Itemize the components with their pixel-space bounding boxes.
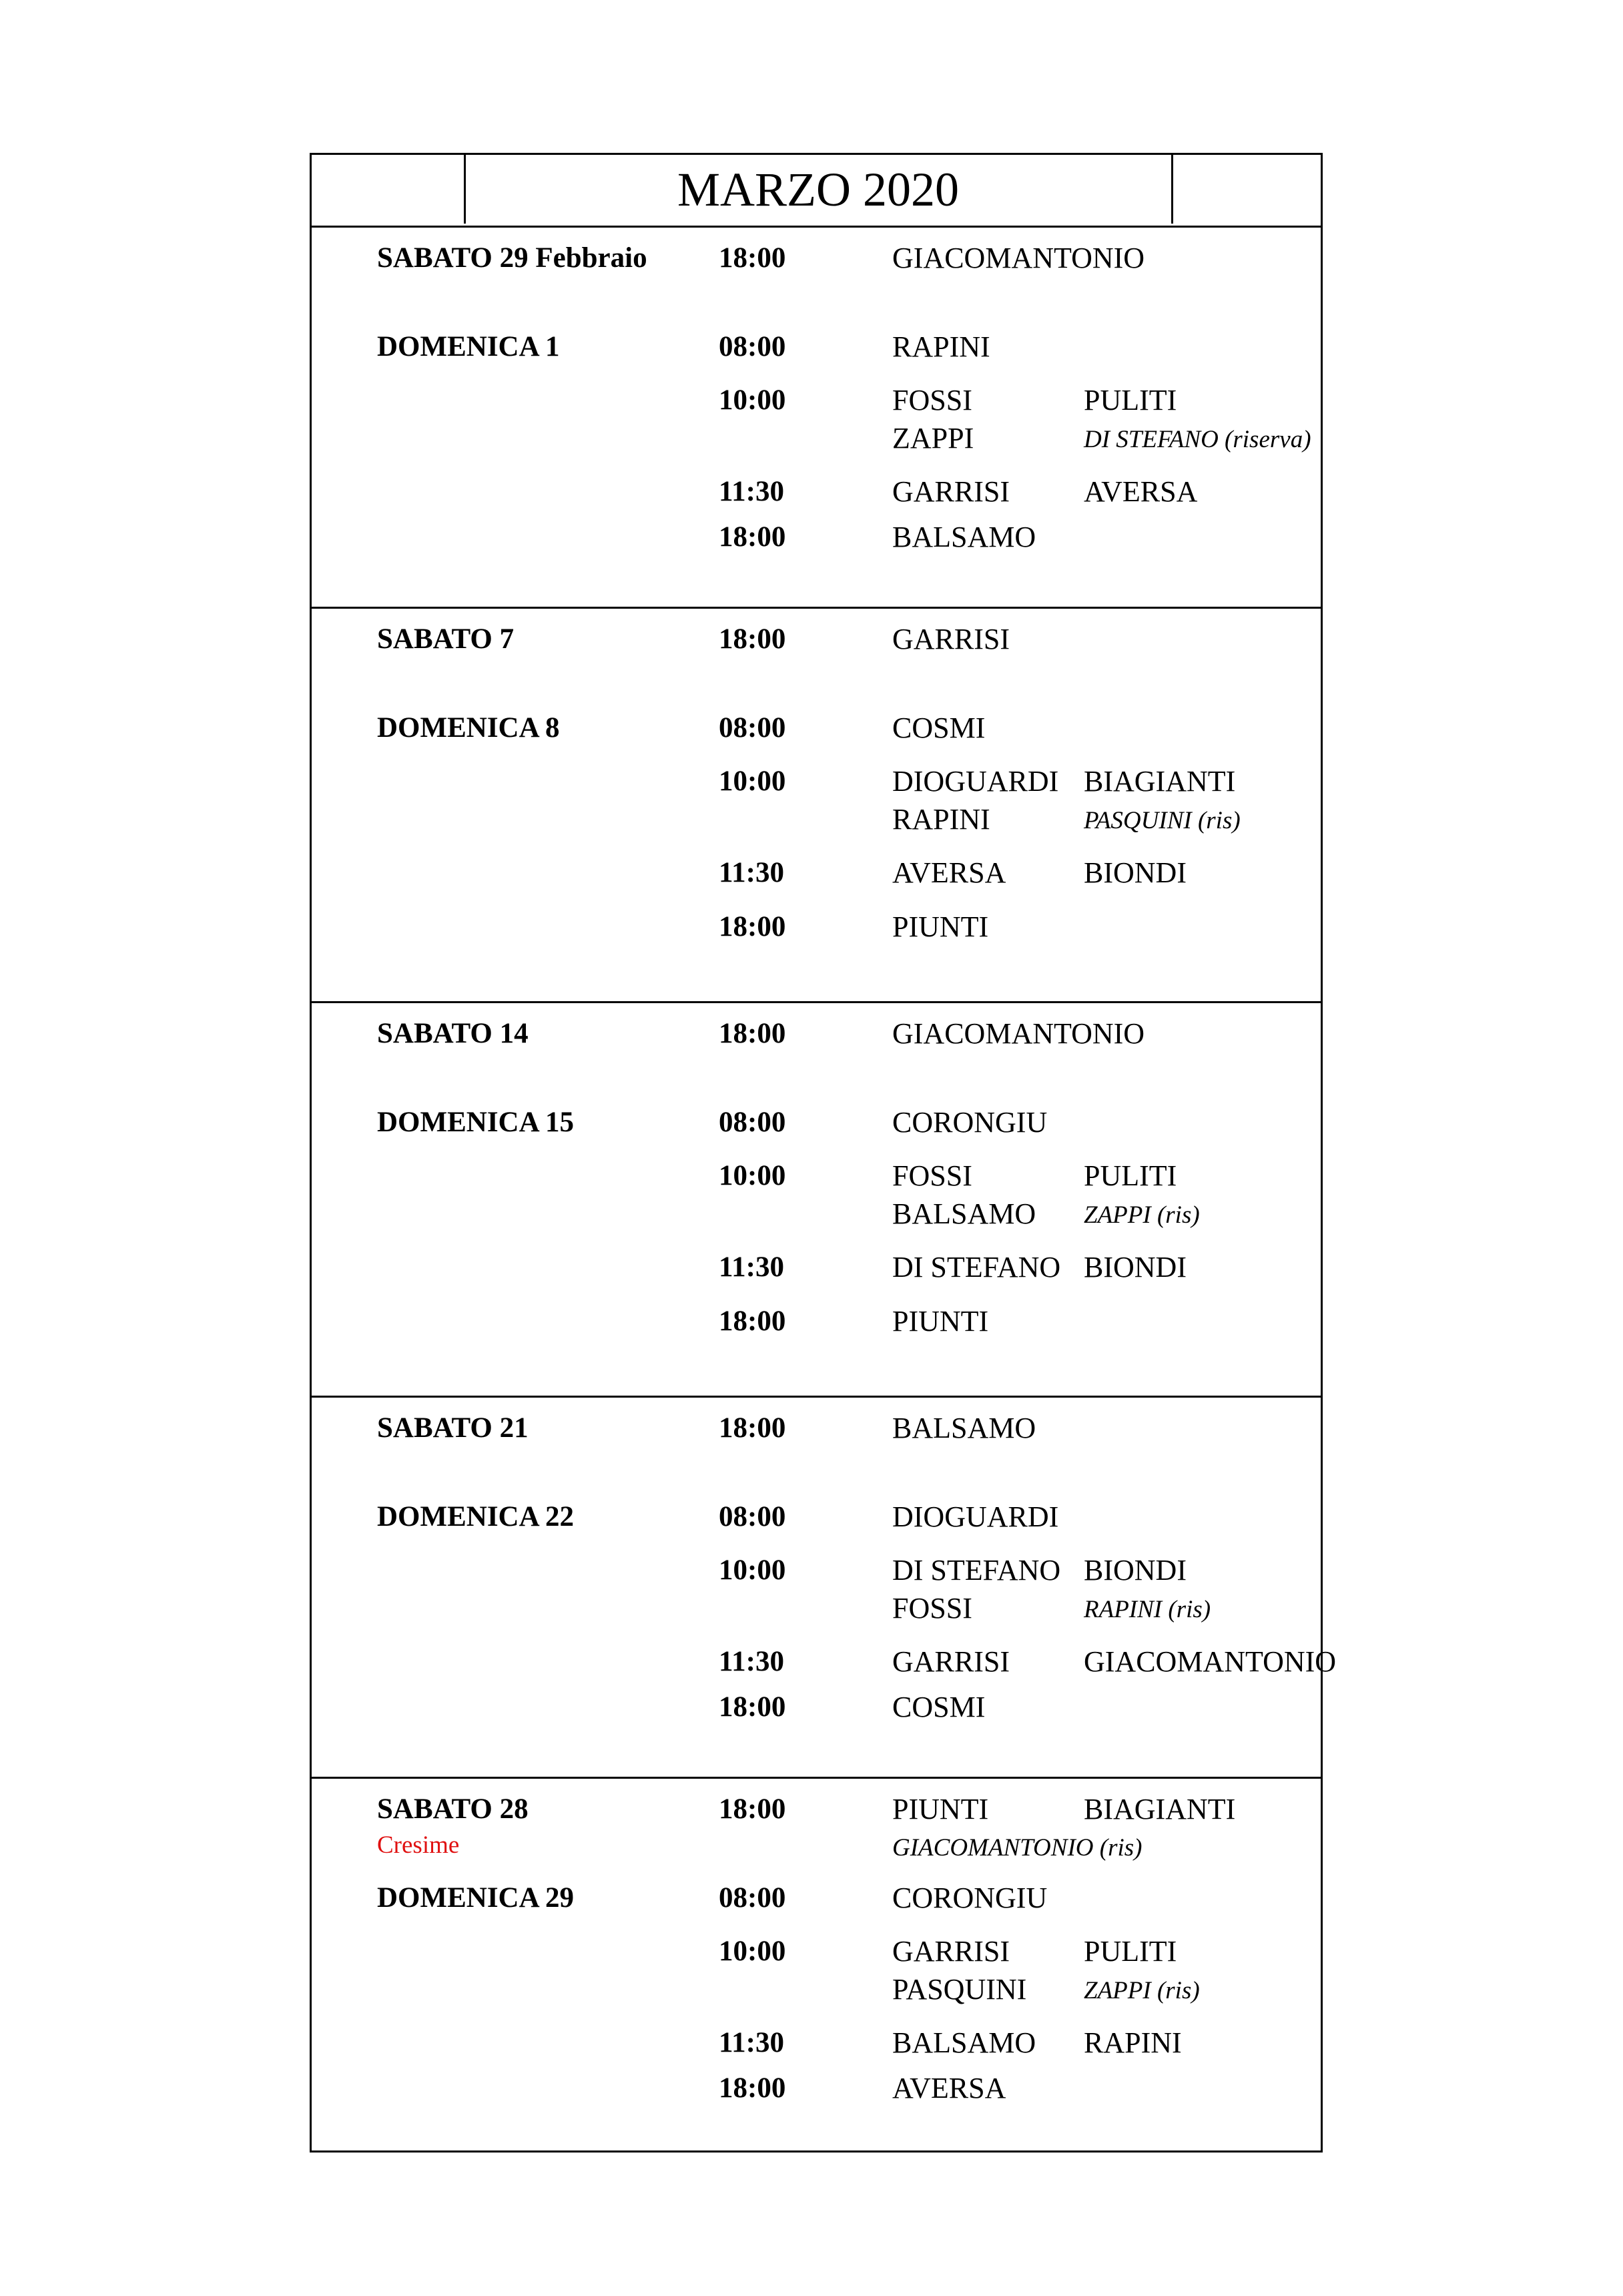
- name: GARRISI: [892, 1935, 1010, 1968]
- name: PASQUINI: [892, 1973, 1027, 2006]
- name: DIOGUARDI: [892, 765, 1059, 798]
- name: GARRISI: [892, 623, 1010, 655]
- name: AVERSA: [892, 2072, 1006, 2104]
- time: 18:00: [719, 1018, 786, 1049]
- reserve-name: RAPINI (ris): [1084, 1596, 1211, 1623]
- name: DI STEFANO: [892, 1251, 1061, 1283]
- name: PIUNTI: [892, 910, 989, 943]
- name: RAPINI: [1084, 2026, 1182, 2059]
- name: BIONDI: [1084, 1554, 1187, 1587]
- time: 11:30: [719, 857, 784, 888]
- name: BALSAMO: [892, 1412, 1036, 1444]
- saturday-label: SABATO 7: [377, 623, 515, 655]
- name: AVERSA: [892, 856, 1006, 889]
- name: PULITI: [1084, 1159, 1177, 1192]
- time: 11:30: [719, 476, 784, 507]
- time: 11:30: [719, 1646, 784, 1677]
- sunday-label: DOMENICA 22: [377, 1501, 575, 1532]
- name: BIAGIANTI: [1084, 765, 1236, 798]
- name: GIACOMANTONIO: [892, 242, 1145, 274]
- time: 18:00: [719, 242, 786, 274]
- time: 08:00: [719, 331, 786, 362]
- name: BIONDI: [1084, 856, 1187, 889]
- name: COSMI: [892, 711, 986, 744]
- name: DI STEFANO: [892, 1554, 1061, 1587]
- time: 11:30: [719, 1251, 784, 1283]
- name: RAPINI: [892, 803, 990, 836]
- time: 18:00: [719, 1412, 786, 1444]
- sunday-label: DOMENICA 29: [377, 1882, 575, 1914]
- name: RAPINI: [892, 330, 990, 363]
- reserve-name: ZAPPI (ris): [1084, 1201, 1200, 1229]
- page-title: MARZO 2020: [677, 163, 959, 216]
- name: GIACOMANTONIO: [1084, 1645, 1337, 1678]
- time: 10:00: [719, 1160, 786, 1191]
- table-header: [312, 155, 1321, 228]
- week-block-1: [312, 226, 1321, 609]
- time: 18:00: [719, 1691, 786, 1723]
- saturday-label: SABATO 21: [377, 1412, 529, 1444]
- name: DIOGUARDI: [892, 1500, 1059, 1533]
- time: 10:00: [719, 1554, 786, 1586]
- name: FOSSI: [892, 384, 972, 416]
- schedule-table: [310, 153, 1337, 2152]
- name: CORONGIU: [892, 1106, 1048, 1139]
- week-block-3: [312, 1001, 1321, 1398]
- name: FOSSI: [892, 1159, 972, 1192]
- name: BIONDI: [1084, 1251, 1187, 1283]
- reserve-name: PASQUINI (ris): [1084, 807, 1241, 834]
- time: 18:00: [719, 911, 786, 942]
- sunday-label: DOMENICA 1: [377, 331, 560, 362]
- time: 11:30: [719, 2027, 784, 2058]
- name: BIAGIANTI: [1084, 1793, 1236, 1825]
- week-block-4: [312, 1396, 1337, 1779]
- reserve-name: ZAPPI (ris): [1084, 1977, 1200, 2004]
- sunday-label: DOMENICA 8: [377, 712, 560, 744]
- name: BALSAMO: [892, 1197, 1036, 1230]
- sunday-label: DOMENICA 15: [377, 1107, 575, 1138]
- name: PULITI: [1084, 384, 1177, 416]
- cresime-note: Cresime: [377, 1831, 460, 1859]
- name: BALSAMO: [892, 2026, 1036, 2059]
- time: 08:00: [719, 1501, 786, 1532]
- name: BALSAMO: [892, 521, 1036, 553]
- name: PULITI: [1084, 1935, 1177, 1968]
- time: 08:00: [719, 1107, 786, 1138]
- reserve-name: GIACOMANTONIO (ris): [892, 1834, 1143, 1861]
- time: 18:00: [719, 623, 786, 655]
- time: 18:00: [719, 1793, 786, 1825]
- name: CORONGIU: [892, 1882, 1048, 1914]
- week-block-5: [312, 1777, 1321, 2150]
- time: 18:00: [719, 2072, 786, 2104]
- time: 08:00: [719, 1882, 786, 1914]
- time: 18:00: [719, 1306, 786, 1337]
- saturday-label: SABATO 29 Febbraio: [377, 242, 647, 274]
- name: AVERSA: [1084, 475, 1198, 508]
- saturday-label: SABATO 14: [377, 1018, 529, 1049]
- time: 18:00: [719, 521, 786, 553]
- reserve-name: DI STEFANO (riserva): [1084, 426, 1311, 453]
- time: 10:00: [719, 766, 786, 797]
- name: PIUNTI: [892, 1793, 989, 1825]
- time: 10:00: [719, 384, 786, 416]
- name: PIUNTI: [892, 1305, 989, 1338]
- header-cell-left: [312, 155, 466, 224]
- name: COSMI: [892, 1691, 986, 1723]
- name: GARRISI: [892, 475, 1010, 508]
- time: 10:00: [719, 1936, 786, 1967]
- name: GIACOMANTONIO: [892, 1017, 1145, 1050]
- week-block-2: [312, 607, 1321, 1003]
- time: 08:00: [719, 712, 786, 744]
- name: FOSSI: [892, 1592, 972, 1625]
- saturday-label: SABATO 28: [377, 1793, 529, 1825]
- name: GARRISI: [892, 1645, 1010, 1678]
- name: ZAPPI: [892, 422, 974, 455]
